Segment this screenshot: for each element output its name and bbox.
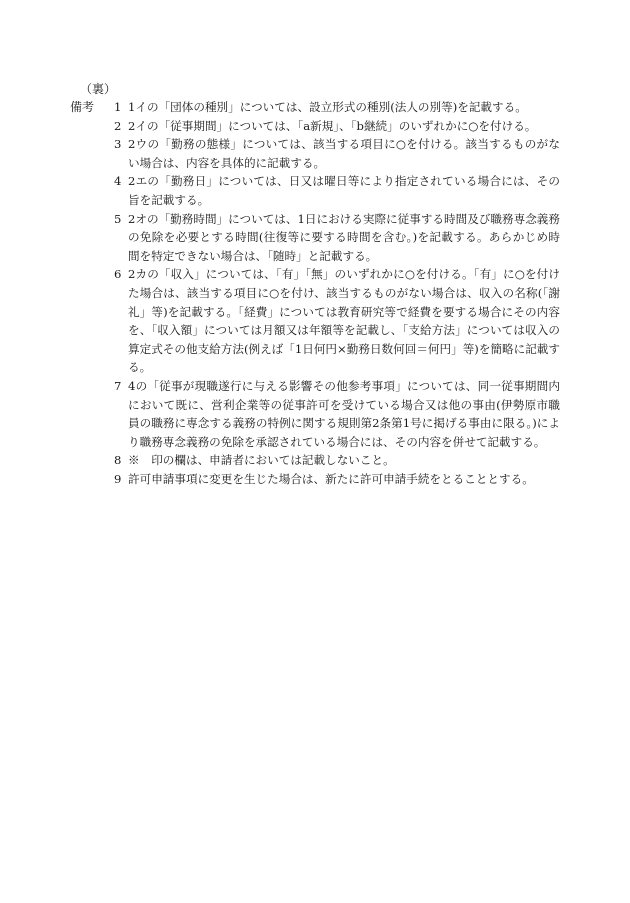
note-number: 2 xyxy=(114,118,122,133)
note-text: 2エの「勤務日」については、日又は曜日等により指定されている場合には、その旨を記載する。 xyxy=(128,174,560,207)
note-item xyxy=(114,210,560,266)
note-number: 9 xyxy=(114,471,122,486)
note-item xyxy=(114,172,560,209)
side-label: （裏） xyxy=(80,82,117,96)
note-number: 5 xyxy=(114,211,122,226)
note-number: 3 xyxy=(114,137,122,152)
note-text: 4の「従事が現職遂行に与える影響その他参考事項」については、同一従事期間内において既に、営利企業等の従事許可を受けている場合又は他の事由(伊勢原市職員の職務に専念する義務の特例に関する規則第2条第1号に掲げる事由に限る。)により職務専念義務の免除を承認されている場合には、その内容を併せて記載する。 xyxy=(128,378,560,449)
note-item xyxy=(114,98,560,117)
note-text: 2オの「勤務時間」については、1日における実際に従事する時間及び職務専念義務の免除を必要とする時間(往復等に要する時間を含む。)を記載する。あらかじめ時間を特定できない場合は、「随時」と記載する。 xyxy=(128,211,560,263)
note-text: 1イの「団体の種別」については、設立形式の種別(法人の別等)を記載する。 xyxy=(128,100,527,114)
note-text: 許可申請事項に変更を生じた場合は、新たに許可申請手続をとることとする。 xyxy=(128,471,534,486)
note-item xyxy=(114,265,560,377)
note-text: 2イの「従事期間」については、「a新規」、「b継続」のいずれかに○を付ける。 xyxy=(128,118,537,133)
note-item xyxy=(114,451,560,470)
note-number: 6 xyxy=(114,267,122,282)
note-text: ※ 印の欄は、申請者においては記載しないこと。 xyxy=(128,453,395,468)
note-number: 8 xyxy=(114,453,122,468)
note-number: 7 xyxy=(114,378,122,393)
note-text: 2カの「収入」については、「有」「無」のいずれかに○を付ける。「有」に○を付けた場合は、該当する項目に○を付け、該当するものがない場合は、収入の名称(「謝礼」等)を記載する。「経費」については教育研究等で経費を要する場合にその内容を、「収入額」については月額又は年額等を記載し、「支給方法」については収入の算定式その他支給方法(例えば「1日何円×勤務日数何回＝何円」等)を簡略に記載する。 xyxy=(128,267,560,375)
notes-heading: 備考 xyxy=(70,100,95,114)
note-number: 1 xyxy=(114,100,122,114)
note-item xyxy=(114,470,560,489)
note-item xyxy=(114,135,560,172)
note-item xyxy=(114,377,560,451)
note-item xyxy=(114,117,560,136)
notes-list xyxy=(114,98,560,488)
note-text: 2ウの「勤務の態様」については、該当する項目に○を付ける。該当するものがない場合は、内容を具体的に記載する。 xyxy=(128,137,560,170)
note-number: 4 xyxy=(114,174,122,189)
